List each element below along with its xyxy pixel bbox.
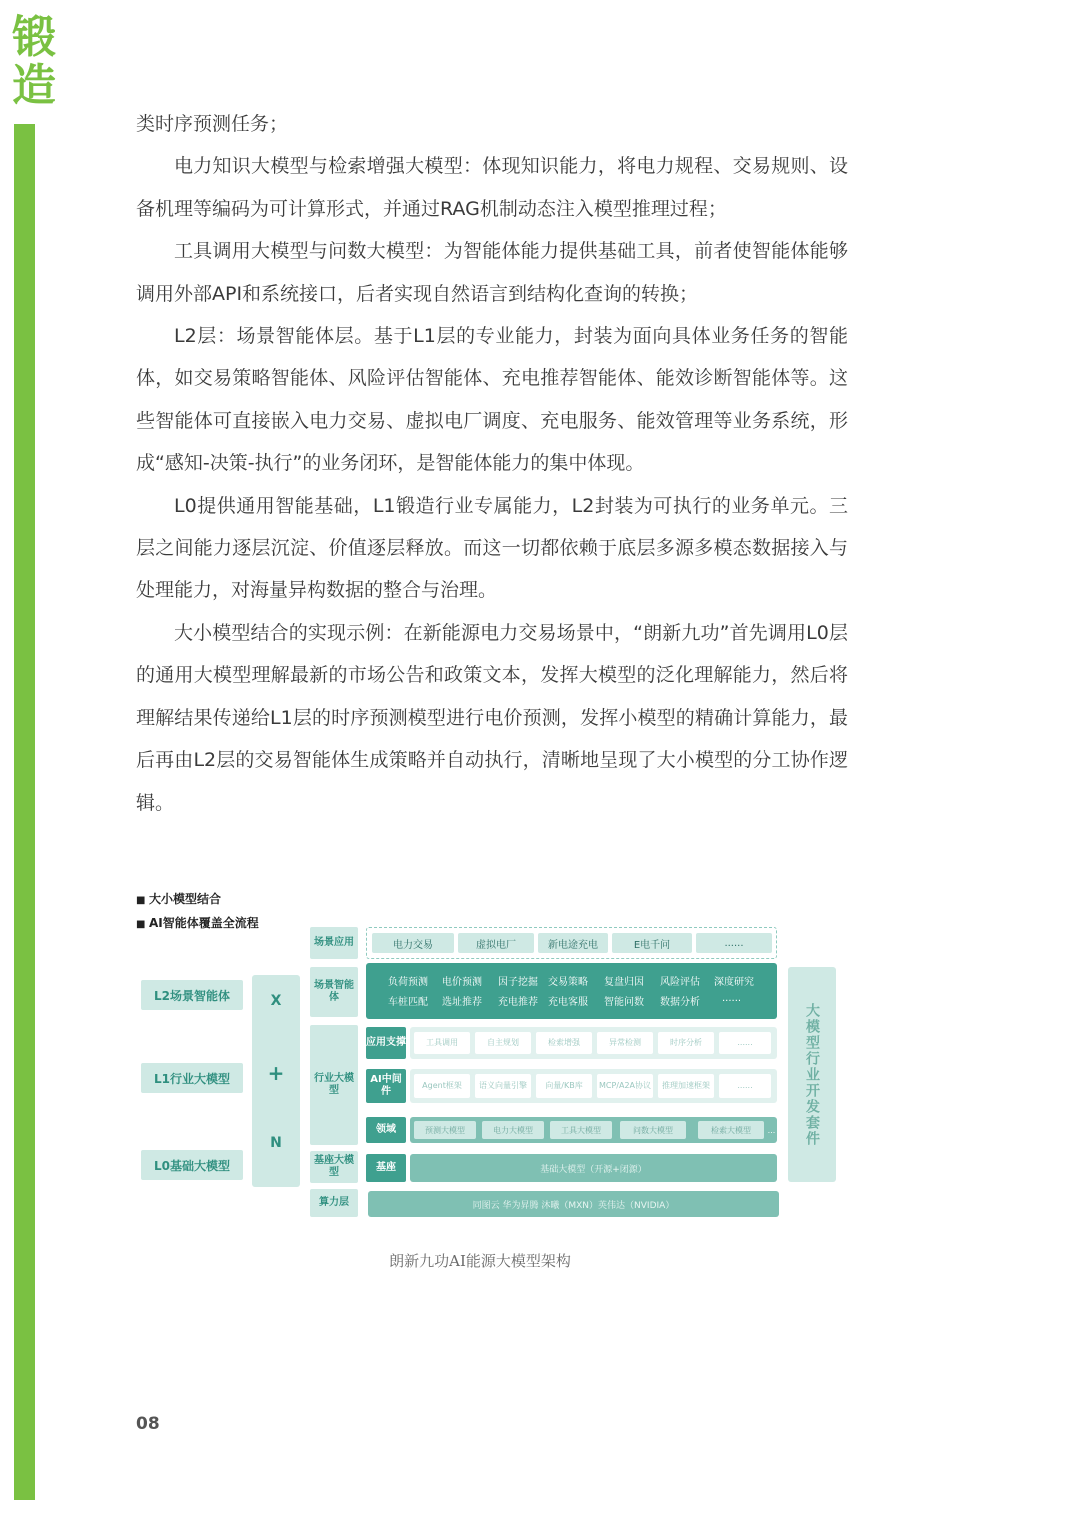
paragraph: L2层：场景智能体层。基于L1层的专业能力，封装为面向具体业务任务的智能体，如交易策略智能体、风险评估智能体、充电推荐智能体、能效诊断智能体等。这些智能体可直接嵌入电力交易、虚拟电厂调度、充电服务、能效管理等业务系统，形成“感知-决策-执行”的业务闭环，是智能体能力的集中体现。 bbox=[136, 325, 848, 475]
legend-item: ■ 大小模型结合 bbox=[136, 888, 259, 912]
side-accent-bar bbox=[14, 124, 35, 1500]
app-support-item: 自主规划 bbox=[475, 1032, 531, 1054]
section-title-char-1: 锻 bbox=[12, 12, 56, 63]
agent-item: 风险评估 bbox=[660, 977, 700, 988]
agent-item: 数据分析 bbox=[660, 997, 700, 1008]
section-title-char-2: 造 bbox=[12, 60, 56, 111]
middleware-item: MCP/A2A协议 bbox=[597, 1074, 653, 1098]
middleware-item: ...... bbox=[719, 1074, 771, 1098]
domain-item: 检索大模型 bbox=[698, 1121, 764, 1139]
agent-item: 充电推荐 bbox=[498, 997, 538, 1008]
base-band: 基础大模型（开源+闭源） bbox=[410, 1154, 777, 1182]
category-compute: 算力层 bbox=[310, 1189, 358, 1217]
app-support-item: 异常检测 bbox=[597, 1032, 653, 1054]
paragraph: 电力知识大模型与检索增强大模型：体现知识能力，将电力规程、交易规则、设备机理等编码为可计算形式，并通过RAG机制动态注入模型推理过程； bbox=[136, 155, 848, 220]
domain-item: 预测大模型 bbox=[414, 1121, 476, 1139]
domain-item: 工具大模型 bbox=[550, 1121, 612, 1139]
middleware-item: 语义向量引擎 bbox=[475, 1074, 531, 1098]
agent-item: ...... bbox=[722, 993, 742, 1004]
body-text bbox=[136, 103, 848, 824]
layer-label-l0: L0基础大模型 bbox=[141, 1150, 243, 1180]
agent-item: 充电客服 bbox=[548, 997, 588, 1008]
domain-item: ... bbox=[767, 1125, 776, 1135]
middleware-item: 向量/KB库 bbox=[536, 1074, 592, 1098]
category-industry-model: 行业大模型 bbox=[310, 1025, 358, 1145]
middleware-item: 推理加速框架 bbox=[658, 1074, 714, 1098]
middleware-item: Agent框架 bbox=[414, 1074, 470, 1098]
agent-item: 因子挖掘 bbox=[498, 977, 538, 988]
agent-item: 车桩匹配 bbox=[388, 997, 428, 1008]
agent-item: 交易策略 bbox=[548, 977, 588, 988]
agent-item: 复盘归因 bbox=[604, 977, 644, 988]
app-support-item: 检索增强 bbox=[536, 1032, 592, 1054]
scene-app-item: 虚拟电厂 bbox=[458, 933, 534, 953]
domain-item: 问数大模型 bbox=[620, 1121, 686, 1139]
layer-label-l2: L2场景智能体 bbox=[141, 980, 243, 1010]
sublayer-base: 基座 bbox=[366, 1154, 406, 1182]
n-label: N bbox=[270, 1135, 282, 1151]
dev-kit-column: 大模型行业开发套件 bbox=[788, 967, 836, 1182]
domain-item: 电力大模型 bbox=[482, 1121, 544, 1139]
figure-caption: 朗新九功AI能源大模型架构 bbox=[389, 1252, 571, 1270]
plus-label: + bbox=[267, 1061, 285, 1085]
scene-app-item: 新电途充电 bbox=[538, 933, 608, 953]
scene-app-item: ...... bbox=[696, 933, 772, 953]
paragraph: 工具调用大模型与问数大模型：为智能体能力提供基础工具，前者使智能体能够调用外部API和系统接口，后者实现自然语言到结构化查询的转换； bbox=[136, 240, 848, 305]
app-support-item: 时序分析 bbox=[658, 1032, 714, 1054]
scene-app-item: 电力交易 bbox=[372, 933, 454, 953]
architecture-diagram bbox=[138, 925, 838, 1220]
category-scene-app: 场景应用 bbox=[310, 927, 358, 959]
scene-agent-band bbox=[366, 963, 777, 1019]
section-title bbox=[12, 14, 64, 110]
sublayer-ai-middleware: AI中间件 bbox=[366, 1069, 406, 1103]
page-number: 08 bbox=[136, 1414, 160, 1434]
layer-label-l1: L1行业大模型 bbox=[141, 1063, 243, 1093]
scene-app-item: E电千问 bbox=[612, 933, 692, 953]
agent-item: 选址推荐 bbox=[442, 997, 482, 1008]
category-scene-agent: 场景智能体 bbox=[310, 967, 358, 1017]
sublayer-app-support: 应用支撑 bbox=[366, 1027, 406, 1059]
sublayer-domain: 领域 bbox=[366, 1117, 406, 1143]
agent-item: 负荷预测 bbox=[388, 977, 428, 988]
legend-item: ■ AI智能体覆盖全流程 bbox=[136, 912, 259, 936]
agent-item: 智能问数 bbox=[604, 997, 644, 1008]
compute-band: 同图云 华为昇腾 沐曦（MXN）英伟达（NVIDIA） bbox=[368, 1191, 779, 1217]
paragraph: 类时序预测任务； bbox=[136, 113, 289, 135]
agent-item: 深度研究 bbox=[714, 977, 754, 988]
category-base-model: 基座大模型 bbox=[310, 1151, 358, 1183]
app-support-item: 工具调用 bbox=[414, 1032, 470, 1054]
app-support-item: ...... bbox=[719, 1032, 771, 1054]
paragraph: 大小模型结合的实现示例：在新能源电力交易场景中，“朗新九功”首先调用L0层的通用大模型理解最新的市场公告和政策文本，发挥大模型的泛化理解能力，然后将理解结果传递给L1层的时序预测模型进行电价预测，发挥小模型的精确计算能力，最后再由L2层的交易智能体生成策略并自动执行，清晰地呈现了大小模型的分工协作逻辑。 bbox=[136, 621, 848, 814]
paragraph: L0提供通用智能基础，L1锻造行业专属能力，L2封装为可执行的业务单元。三层之间能力逐层沉淀、价值逐层释放。而这一切都依赖于底层多源多模态数据接入与处理能力，对海量异构数据的整合与治理。 bbox=[136, 494, 848, 602]
x-plus-n-column bbox=[252, 975, 300, 1187]
x-label: X bbox=[270, 993, 282, 1009]
agent-item: 电价预测 bbox=[442, 977, 482, 988]
